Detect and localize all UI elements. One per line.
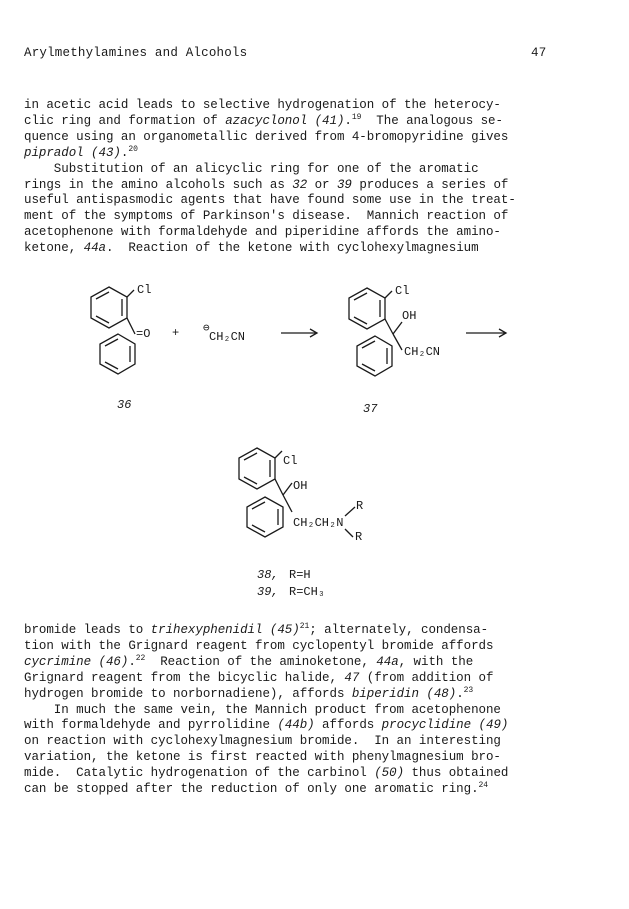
- substituent-definition: R=CH₃: [289, 585, 326, 599]
- text-fragment: . Reaction of the ketone with cyclohexylmagnesium: [105, 241, 479, 256]
- carbonyl-label: =O: [136, 327, 151, 341]
- text-line: Substitution of an alicyclic ring for one of the aromatic: [24, 161, 479, 176]
- page-number: 47: [531, 46, 547, 60]
- r-substituent-label: R: [355, 530, 363, 544]
- text-line: in acetic acid leads to selective hydrogenation of the heterocy-: [24, 98, 501, 112]
- text-line: tion with the Grignard reagent from cyclopentyl bromide affords: [24, 638, 494, 653]
- compound-name: azacyclonol (41): [225, 113, 345, 128]
- compound-number: 47: [344, 670, 360, 685]
- reference-superscript: 21: [299, 622, 310, 631]
- compound-label-39: 39,: [257, 585, 279, 599]
- plus-sign: +: [172, 326, 180, 340]
- paragraph-continuation: [24, 623, 564, 798]
- chloro-label: Cl: [283, 454, 298, 468]
- text-fragment: ; alternately, condensa-: [309, 623, 489, 637]
- text-line: acetophenone with formaldehyde and piperidine affords the amino-: [24, 225, 501, 240]
- running-header-title: Arylmethylamines and Alcohols: [24, 46, 248, 60]
- text-fragment: hydrogen bromide to norbornadiene), affords: [24, 686, 352, 701]
- text-fragment: produces a series of: [351, 177, 509, 192]
- compound-name: pipradol (43): [24, 145, 121, 160]
- text-fragment: .: [456, 686, 464, 701]
- text-fragment: .: [120, 145, 129, 160]
- text-line: In much the same vein, the Mannich product from acetophenone: [24, 702, 501, 717]
- hydroxyl-label: OH: [402, 309, 417, 323]
- text-fragment: mide. Catalytic hydrogenation of the carbinol: [24, 766, 375, 781]
- text-line: variation, the ketone is first reacted with phenylmagnesium bro-: [24, 750, 501, 765]
- r-substituent-label: R: [356, 499, 364, 513]
- compound-number: (50): [374, 766, 405, 781]
- text-line: quence using an organometallic derived from 4-bromopyridine gives: [24, 129, 509, 144]
- compound-name: trihexyphenidil (45): [150, 623, 300, 637]
- reference-superscript: 20: [128, 144, 138, 154]
- text-fragment: , with the: [398, 654, 474, 669]
- reference-superscript: 24: [478, 781, 489, 791]
- text-fragment: bromide leads to: [24, 623, 151, 637]
- structure-36: [91, 287, 135, 374]
- chloro-label: Cl: [137, 283, 152, 297]
- chloro-label: Cl: [395, 284, 410, 298]
- reference-superscript: 19: [351, 112, 362, 122]
- text-fragment: .: [128, 654, 136, 669]
- text-fragment: affords: [314, 718, 382, 733]
- compound-number: 32: [292, 177, 308, 192]
- compound-label-38: 38,: [257, 568, 279, 582]
- text-fragment: Reaction of the aminoketone,: [145, 654, 377, 669]
- text-fragment: .: [344, 113, 352, 128]
- text-line: on reaction with cyclohexylmagnesium bromide. In an interesting: [24, 734, 501, 749]
- compound-label-37: 37: [363, 402, 378, 416]
- compound-number: (44b): [277, 718, 315, 733]
- text-fragment: with formaldehyde and pyrrolidine: [24, 718, 278, 733]
- reference-superscript: 23: [463, 685, 474, 695]
- text-fragment: The analogous se-: [361, 113, 503, 128]
- compound-number: 44a: [83, 241, 106, 256]
- compound-number: 39: [336, 177, 352, 192]
- text-fragment: can be stopped after the reduction of only one aromatic ring.: [24, 782, 479, 797]
- text-fragment: thus obtained: [404, 766, 509, 781]
- aminoethyl-label: CH₂CH₂N: [293, 516, 344, 530]
- text-line: rings in the amino alcohols such as: [24, 177, 293, 192]
- text-fragment: (from addition of: [359, 670, 494, 685]
- anion-charge: ⊖: [203, 323, 210, 335]
- reference-superscript: 22: [135, 653, 146, 663]
- compound-name: procyclidine (49): [381, 718, 509, 733]
- text-line: useful antispasmodic agents that have found some use in the treat-: [24, 193, 516, 208]
- reaction-arrow: [281, 329, 317, 337]
- text-fragment: or: [307, 177, 337, 192]
- compound-name: biperidin (48): [351, 686, 457, 701]
- compound-number: 44a: [376, 654, 399, 669]
- cyanomethyl-label: CH₂CN: [404, 345, 441, 359]
- reagent-label: CH₂CN: [209, 330, 246, 344]
- structure-37: [349, 288, 402, 376]
- compound-label-36: 36: [117, 398, 132, 412]
- text-fragment: Grignard reagent from the bicyclic halide,: [24, 670, 345, 685]
- substituent-definition: R=H: [289, 568, 311, 582]
- text-line: ment of the symptoms of Parkinson's disease. Mannich reaction of: [24, 209, 509, 224]
- text-line: clic ring and formation of: [24, 113, 226, 128]
- compound-name: cycrimine (46): [24, 654, 129, 669]
- hydroxyl-label: OH: [293, 479, 308, 493]
- text-line: ketone,: [24, 241, 84, 256]
- reaction-arrow: [466, 329, 506, 337]
